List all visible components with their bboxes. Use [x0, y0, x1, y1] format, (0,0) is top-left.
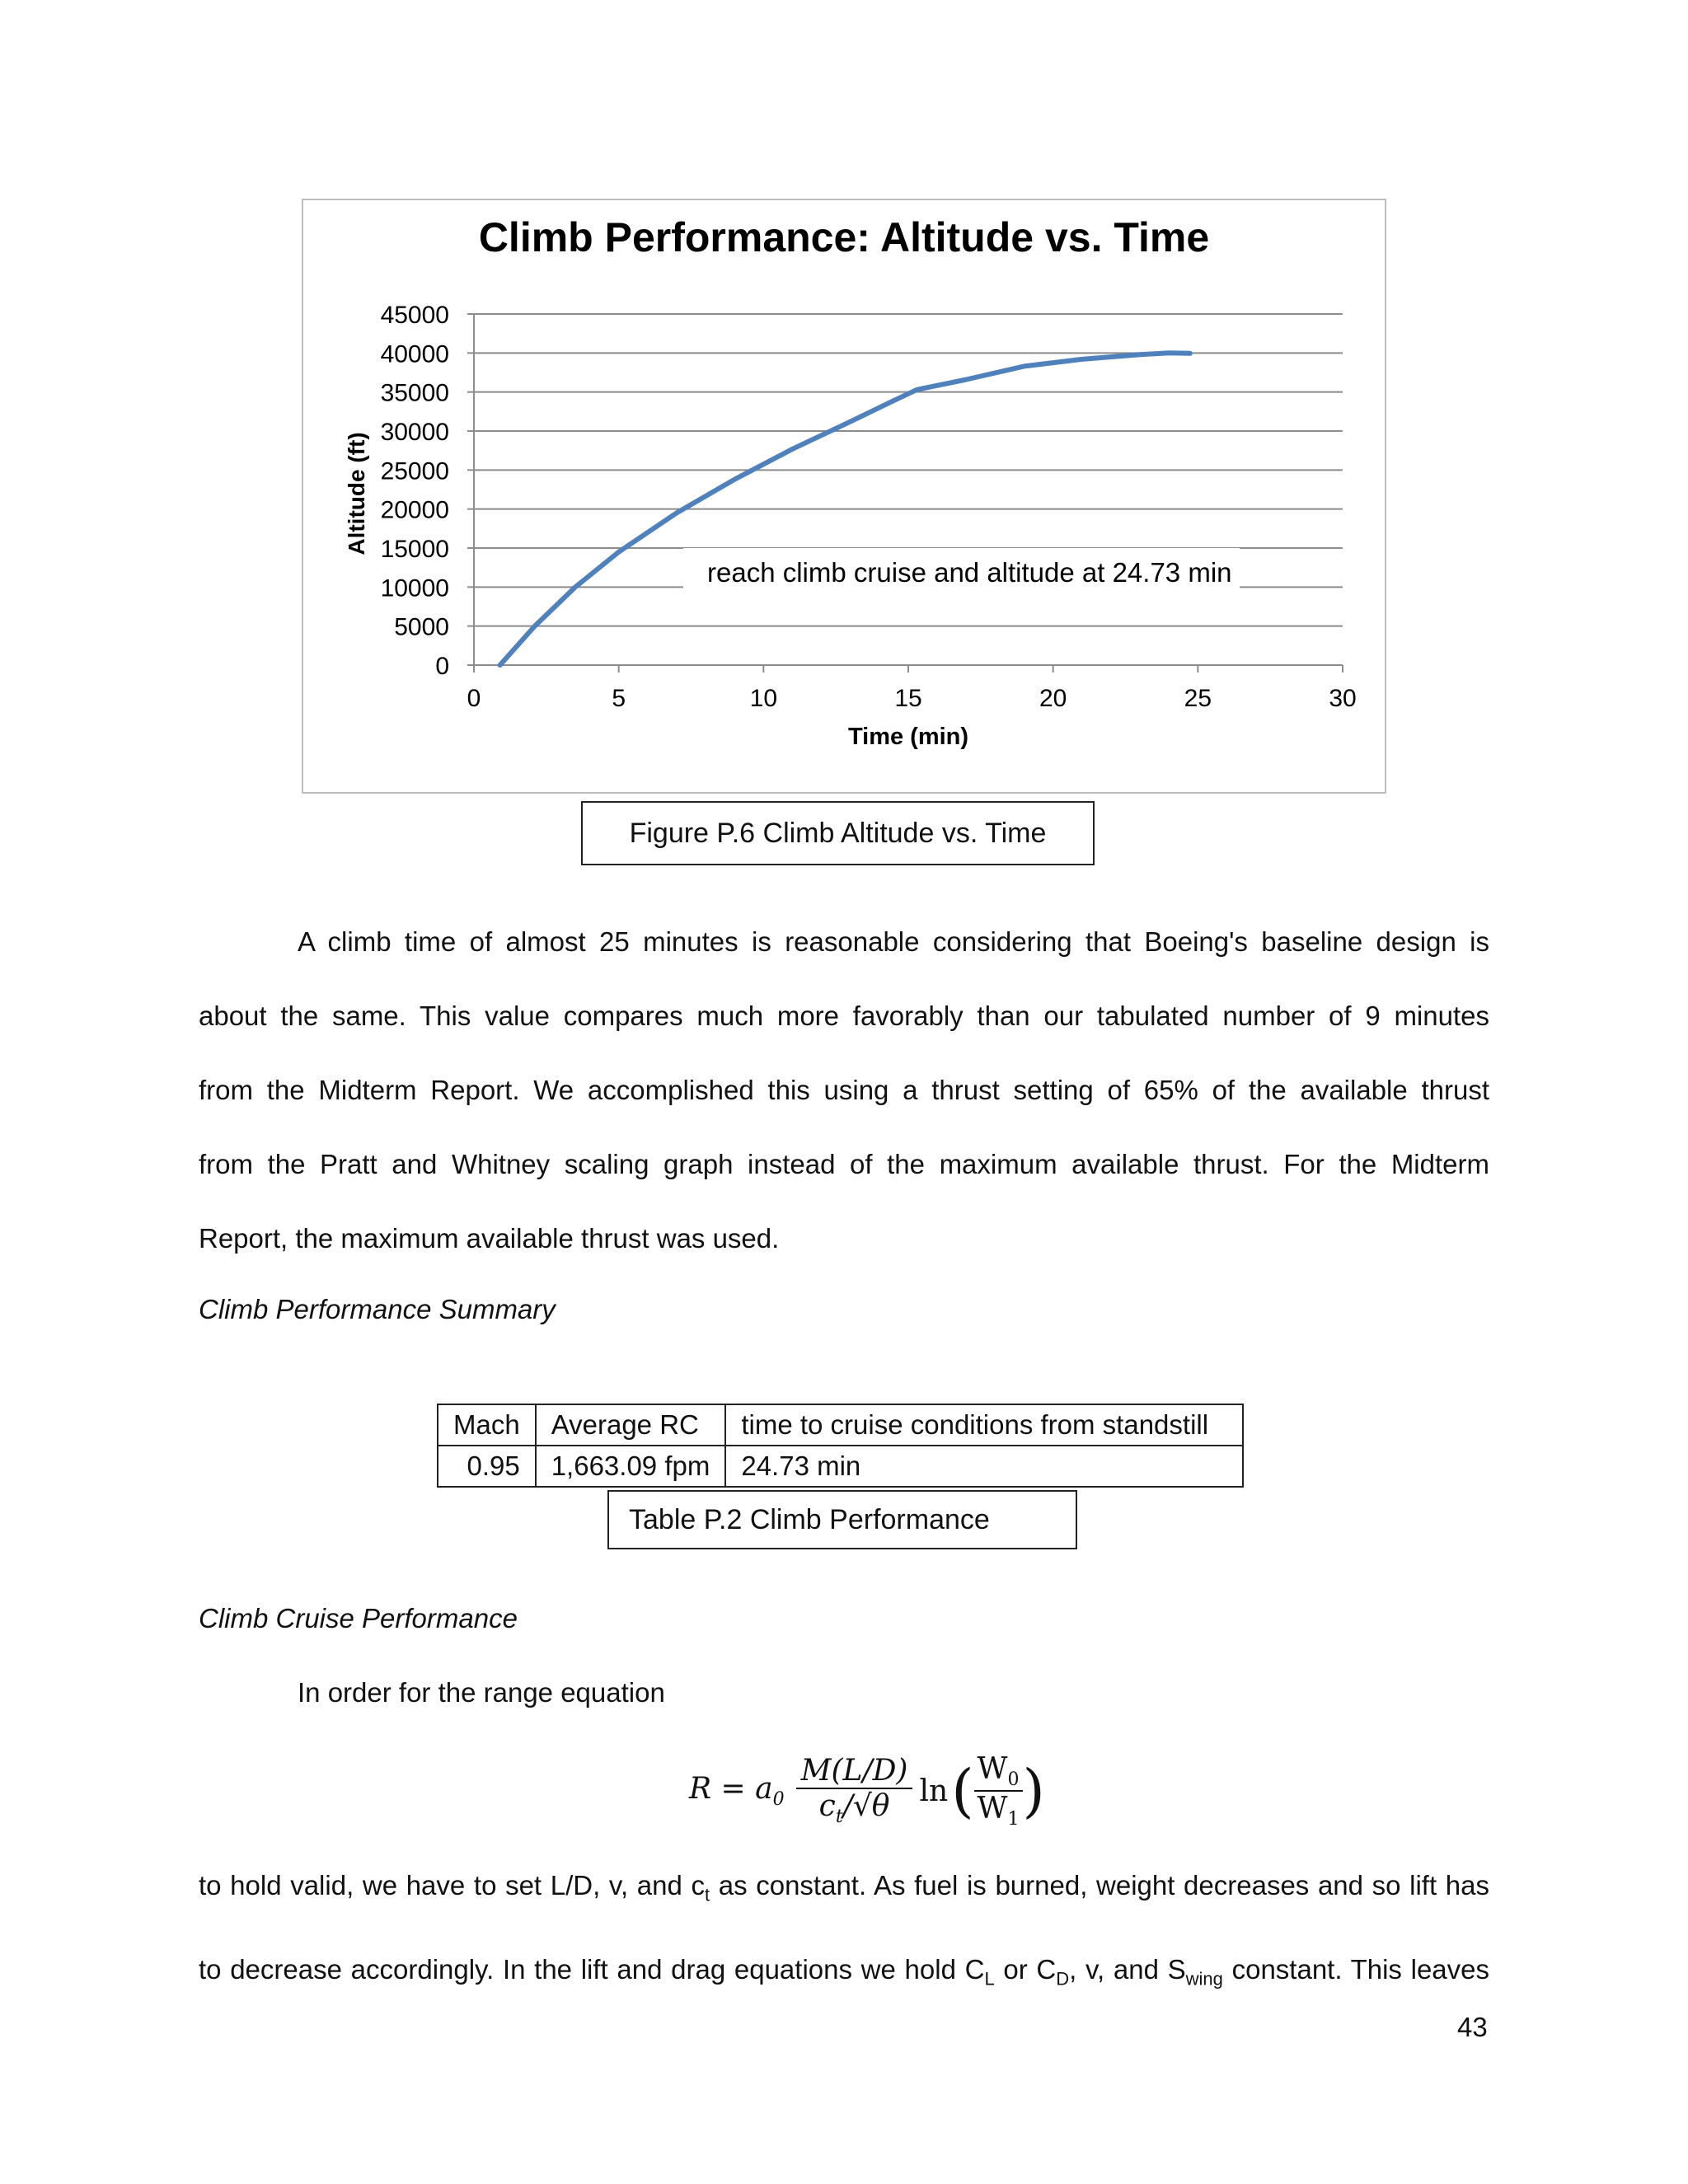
table-caption: [607, 1490, 1077, 1549]
section-heading-cruise: Climb Cruise Performance: [199, 1603, 518, 1633]
x-tick-label: 0: [467, 685, 481, 712]
table-cell: 24.73 min: [725, 1446, 1243, 1487]
y-tick-label: 45000: [380, 302, 449, 329]
weight-denominator: $W_1$: [977, 1792, 1020, 1830]
y-tick-label: 15000: [380, 536, 449, 563]
left-paren: (: [951, 1757, 974, 1825]
paragraph-line: about the same. This value compares much more favorably than our tabulated number of 9 minutes: [199, 1001, 1489, 1031]
y-tick-label: 20000: [380, 496, 449, 524]
weight-numerator: $W_0$: [974, 1752, 1023, 1792]
x-tick-label: 10: [749, 685, 778, 712]
table-header-cell: Average RC: [536, 1404, 726, 1446]
right-paren: ): [1022, 1757, 1045, 1825]
equation-intro: In order for the range equation: [298, 1677, 665, 1708]
equation-numerator: M(L/D): [796, 1754, 913, 1789]
x-tick-label: 15: [894, 685, 922, 712]
section-heading-summary: Climb Performance Summary: [199, 1294, 556, 1324]
table-header-cell: Mach: [438, 1404, 536, 1446]
chart-y-axis-label: Altitude (ft): [344, 432, 369, 555]
table-header-cell: time to cruise conditions from standstill: [725, 1404, 1243, 1446]
equation-weight-ratio: [974, 1752, 1023, 1830]
paragraph-line: A climb time of almost 25 minutes is reasonable considering that Boeing's baseline design is: [298, 926, 1489, 957]
chart-title: Climb Performance: Altitude vs. Time: [478, 214, 1210, 260]
table-cell: 0.95: [438, 1446, 536, 1487]
x-tick-label: 25: [1184, 685, 1212, 712]
x-tick-label: 5: [612, 685, 626, 712]
equation-denominator: $c_t/√\theta$: [818, 1789, 890, 1828]
climb-performance-table: [437, 1404, 1244, 1488]
paragraph-line: to decrease accordingly. In the lift and drag equations we hold $C_L$ or $C_D$, v, and $S_{wing}$ constant. This leaves: [199, 1953, 1490, 1990]
x-tick-label: 30: [1329, 685, 1357, 712]
climb-chart: [303, 200, 1385, 792]
equation-ln: ln: [919, 1774, 949, 1808]
paragraph-range-equation: [199, 1849, 1489, 2016]
y-tick-label: 30000: [380, 419, 449, 446]
table-caption-text: Table P.2 Climb Performance: [629, 1503, 990, 1535]
table-header-row: [438, 1404, 1243, 1446]
paragraph-line: Report, the maximum available thrust was used.: [199, 1223, 780, 1254]
y-tick-label: 10000: [380, 574, 449, 602]
paragraph-line: to hold valid, we have to set L/D, v, and $c_t$ as constant. As fuel is burned, weight decreases and so lift has: [199, 1870, 1489, 1905]
figure-caption: [581, 801, 1095, 865]
y-tick-label: 35000: [380, 379, 449, 407]
table-cell: 1,663.09 fpm: [536, 1446, 726, 1487]
table-row: [438, 1446, 1243, 1487]
y-tick-label: 5000: [394, 613, 449, 641]
range-equation: [689, 1746, 1045, 1836]
chart-annotation: reach climb cruise and altitude at 24.73 min: [707, 557, 1232, 588]
y-tick-label: 0: [435, 653, 449, 680]
figure-caption-text: Figure P.6 Climb Altitude vs. Time: [629, 817, 1047, 849]
x-tick-label: 20: [1039, 685, 1067, 712]
chart-frame: [302, 199, 1386, 794]
y-tick-label: 25000: [380, 457, 449, 485]
equation-fraction: [796, 1754, 913, 1827]
y-tick-label: 40000: [380, 340, 449, 368]
chart-x-axis-label: Time (min): [847, 724, 969, 750]
paragraph-climb-time: [199, 905, 1489, 1276]
page-number: 43: [1457, 2012, 1488, 2042]
equation-lhs: $R = a_0$: [689, 1771, 785, 1811]
paragraph-line: from the Midterm Report. We accomplished this using a thrust setting of 65% of the available thrust: [199, 1075, 1489, 1105]
paragraph-line: from the Pratt and Whitney scaling graph instead of the maximum available thrust. For the Midterm: [199, 1149, 1489, 1179]
